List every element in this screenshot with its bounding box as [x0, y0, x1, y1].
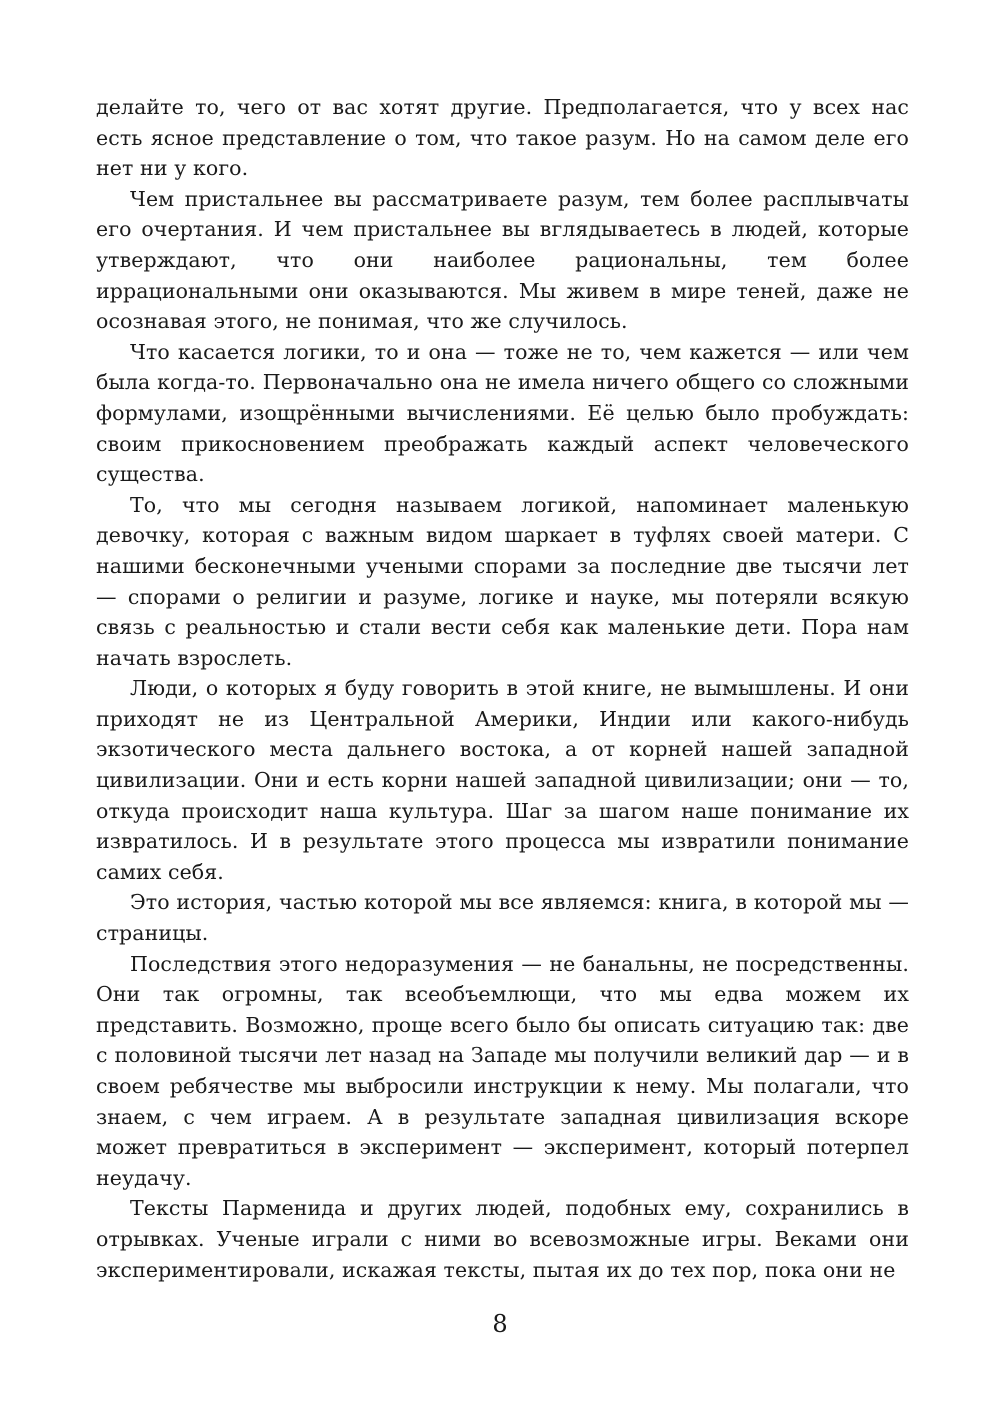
page-number: 8 [492, 1310, 508, 1338]
paragraph-8: Тексты Парменида и других людей, подобных ему, сохранились в отрывках. Ученые играли с ними во всевозможные игры. Веками они экспериментировали, искажая тексты, пытая их до тех пор, пока они не [96, 1196, 909, 1282]
paragraph-1: делайте то, чего от вас хотят другие. Предполагается, что у всех нас есть ясное представление о том, что такое разум. Но на самом деле его нет ни у кого. [96, 95, 909, 181]
paragraph-5: Люди, о которых я буду говорить в этой книге, не вымышлены. И они приходят не из Центральной Америки, Индии или какого-нибудь экзотического места дальнего востока, а от корней нашей западной цивилизации. Они и есть корни нашей западной цивилизации; они — то, откуда происходит наша культура. Шаг за шагом наше понимание их извратилось. И в результате этого процесса мы извратили понимание самих себя. [96, 676, 909, 884]
paragraph-4: То, что мы сегодня называем логикой, напоминает маленькую девочку, которая с важным видом шаркает в туфлях своей матери. С нашими бесконечными учеными спорами за последние две тысячи лет — спорами о религии и разуме, логике и науке, мы потеряли всякую связь с реальностью и стали вести себя как маленькие дети. Пора нам начать взрослеть. [96, 492, 909, 670]
page-body [96, 92, 909, 1302]
paragraph-6: Это история, частью которой мы все являемся: книга, в которой мы — страницы. [96, 890, 909, 946]
paragraph-2: Чем пристальнее вы рассматриваете разум, тем более расплывчаты его очертания. И чем пристальнее вы вглядываетесь в людей, которые утверждают, что они наиболее рациональны, тем более иррациональными они оказываются. Мы живем в мире теней, даже не осознавая этого, не понимая, что же случилось. [96, 186, 909, 334]
paragraph-3: Что касается логики, то и она — тоже не то, чем кажется — или чем была когда-то. Первоначально она не имела ничего общего со сложными формулами, изощрёнными вычислениями. Её целью было пробуждать: своим прикосновением преображать каждый аспект человеческого существа. [96, 339, 909, 487]
paragraph-7: Последствия этого недоразумения — не банальны, не посредственны. Они так огромны, так всеобъемлющи, что мы едва можем их представить. Возможно, проще всего было бы описать ситуацию так: две с половиной тысячи лет назад на Западе мы получили великий дар — и в своем ребячестве мы выбросили инструкции к нему. Мы полагали, что знаем, с чем играем. А в результате западная цивилизация вскоре может превратиться в эксперимент — эксперимент, который потерпел неудачу. [96, 951, 909, 1190]
